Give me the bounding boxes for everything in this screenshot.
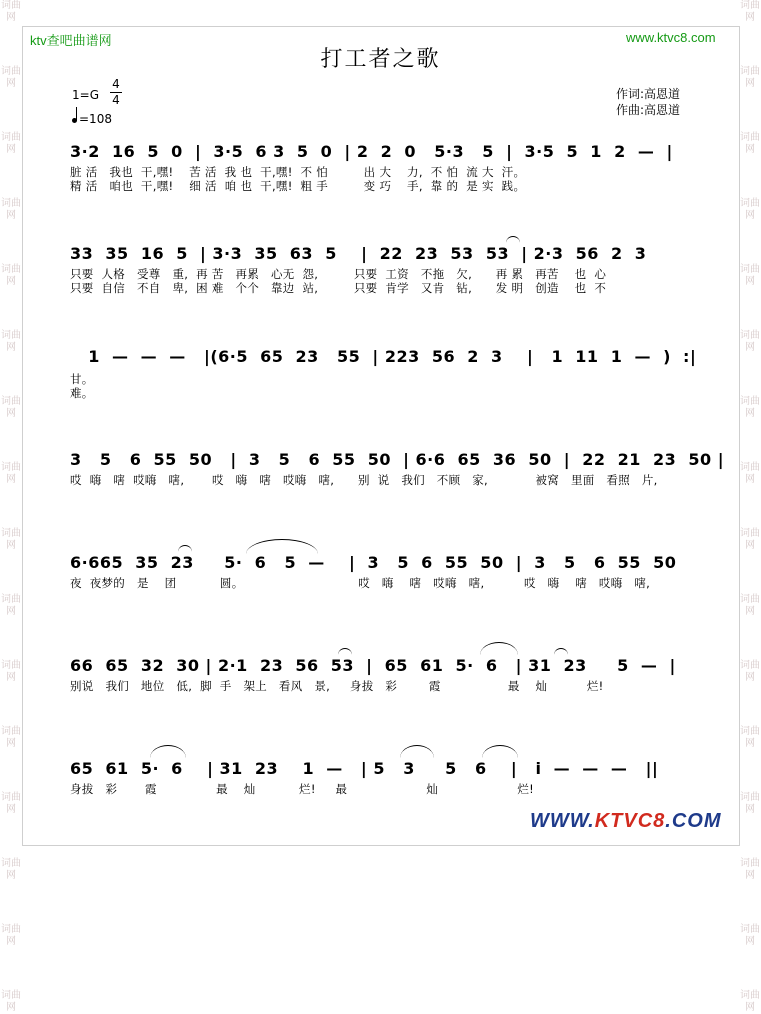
composer: 作曲:高恩道 [616, 103, 681, 117]
notes-line: 3·2 16 5 0 | 3·5 6 3 5 0 | 2 2 0 5·3 5 | 3·5 5 1 2 — | [70, 142, 673, 161]
key-signature: 1=G [72, 88, 99, 102]
lyricist: 作词:高恩道 [616, 87, 681, 101]
tempo-value: =108 [79, 112, 112, 126]
time-sig-top: 4 [112, 77, 120, 91]
site-logo[interactable]: WWW.KTVC8.COM [530, 810, 722, 832]
credits [616, 86, 680, 118]
song-title: 打工者之歌 [320, 47, 441, 72]
time-sig-bottom: 4 [112, 93, 120, 107]
slur-mark [554, 648, 568, 655]
site-name-left[interactable]: ktv查吧曲谱网 [30, 33, 112, 48]
tempo-marking [72, 112, 112, 126]
notes-line: 3 5 6 55 50 | 3 5 6 55 50 | 6·6 65 36 50 | 22 21 23 50 | [70, 450, 725, 469]
quarter-note-icon [72, 118, 77, 123]
lyric-line: 只要 自信 不自 卑, 困 难 个个 靠边 站, 只要 肯学 又肯 钻, 发 明 创造 也 不 [70, 281, 607, 295]
watermark-left: 词曲网 词曲网 词曲网 词曲网 词曲网 词曲网 词曲网 词曲网 词曲网 词曲网 词曲网 词曲网 词曲网 词曲网 词曲网 词曲网 [1, 0, 21, 1013]
slur-mark [178, 545, 192, 552]
lyric-line: 只要 人格 受尊 重, 再 苦 再累 心无 怨, 只要 工资 不拖 欠, 再 累 再苦 也 心 [70, 267, 607, 281]
lyric-line: 甘。 [70, 372, 94, 386]
slur-mark [338, 648, 352, 655]
notes-line: 6·665 35 23 5· 6 5 — | 3 5 6 55 50 | 3 5 6 55 50 [70, 553, 677, 572]
slur-mark [506, 236, 520, 243]
time-signature [110, 78, 122, 107]
lyric-line: 夜 夜梦的 是 团 圆。 哎 嗨 嗐 哎嗨 嗐, 哎 嗨 嗐 哎嗨 嗐, [70, 576, 651, 590]
lyric-line: 脏 活 我也 干,嘿! 苦 活 我 也 干,嘿! 不 怕 出 大 力, 不 怕 流 大 汗。 [70, 165, 526, 179]
lyric-line: 身拔 彩 霞 最 灿 烂! 最 灿 烂! [70, 782, 535, 796]
notes-line: 1 — — — |(6·5 65 23 55 | 223 56 2 3 | 1 11 1 — ) :| [70, 347, 697, 366]
lyric-line: 哎 嗨 嗐 哎嗨 嗐, 哎 嗨 嗐 哎嗨 嗐, 别 说 我们 不顾 家, 被窝 里面 看照 片, [70, 473, 658, 487]
watermark-right: 词曲网 词曲网 词曲网 词曲网 词曲网 词曲网 词曲网 词曲网 词曲网 词曲网 词曲网 词曲网 词曲网 词曲网 词曲网 词曲网 [740, 0, 760, 1013]
lyric-line: 精 活 咱也 干,嘿! 细 活 咱 也 干,嘿! 粗 手 变 巧 手, 靠 的 是 实 践。 [70, 179, 526, 193]
notes-line: 33 35 16 5 | 3·3 35 63 5 | 22 23 53 53 | 2·3 56 2 3 [70, 244, 647, 263]
lyric-line: 难。 [70, 386, 94, 400]
notes-line: 66 65 32 30 | 2·1 23 56 53 | 65 61 5· 6 | 31 23 5 — | [70, 656, 676, 675]
site-url-right[interactable]: www.ktvc8.com [626, 30, 716, 45]
lyric-line: 别说 我们 地位 低, 脚 手 架上 看风 景, 身拔 彩 霞 最 灿 烂! [70, 679, 604, 693]
notes-line: 65 61 5· 6 | 31 23 1 — | 5 3 5 6 | i — — — || [70, 759, 659, 778]
